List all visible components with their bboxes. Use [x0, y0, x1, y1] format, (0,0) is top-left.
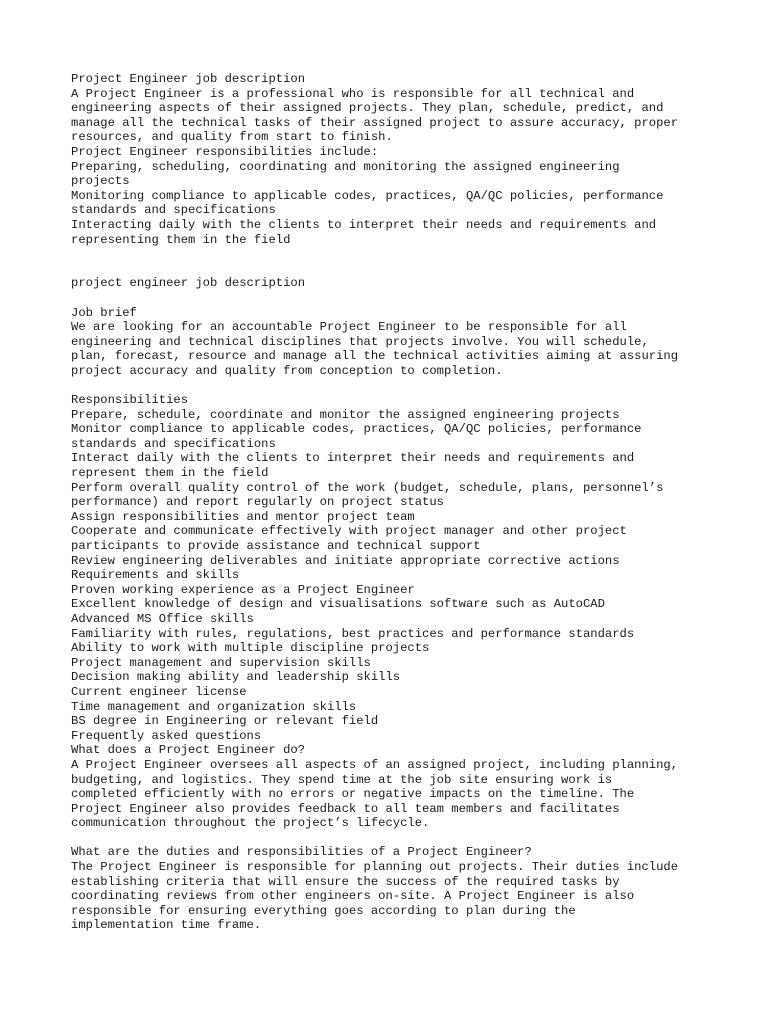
- text-line: coordinating reviews from other engineers on-site. A Project Engineer is also: [71, 889, 635, 904]
- text-line: manage all the technical tasks of their assigned project to assure accuracy, proper: [71, 115, 679, 130]
- text-line: implementation time frame.: [71, 918, 262, 933]
- text-line: responsible for ensuring everything goes according to plan during the: [71, 903, 576, 918]
- text-line: Current engineer license: [71, 684, 247, 699]
- text-line: plan, forecast, resource and manage all the technical activities aiming at assuring: [71, 349, 679, 364]
- text-line: Familiarity with rules, regulations, best practices and performance standards: [71, 626, 635, 641]
- text-line: Preparing, scheduling, coordinating and monitoring the assigned engineering: [71, 159, 620, 174]
- section-heading: Responsibilities: [71, 393, 189, 408]
- blank-line: [71, 291, 731, 306]
- text-line: budgeting, and logistics. They spend time at the job site ensuring work is: [71, 772, 613, 787]
- section-heading: Job brief: [71, 305, 137, 320]
- text-line: The Project Engineer is responsible for planning out projects. Their duties include: [71, 860, 679, 875]
- blank-line: [71, 262, 731, 277]
- text-line: Project Engineer responsibilities include:: [71, 144, 379, 159]
- text-line: Monitoring compliance to applicable codes, practices, QA/QC policies, performance: [71, 188, 664, 203]
- text-line: Decision making ability and leadership skills: [71, 670, 401, 685]
- text-line: projects: [71, 174, 130, 189]
- text-line: Interacting daily with the clients to interpret their needs and requirements and: [71, 217, 657, 232]
- text-line: A Project Engineer is a professional who is responsible for all technical and: [71, 86, 635, 101]
- text-line: resources, and quality from start to finish.: [71, 130, 393, 145]
- text-line: represent them in the field: [71, 466, 269, 481]
- text-line: A Project Engineer oversees all aspects of an assigned project, including planning,: [71, 757, 679, 772]
- text-line: standards and specifications: [71, 436, 276, 451]
- text-line: completed efficiently with no errors or negative impacts on the timeline. The: [71, 787, 635, 802]
- text-line: engineering and technical disciplines that projects involve. You will schedule,: [71, 334, 649, 349]
- section-heading: Frequently asked questions: [71, 728, 262, 743]
- responsibilities-section: [71, 393, 731, 831]
- blank-line: [71, 247, 731, 262]
- text-line: engineering aspects of their assigned projects. They plan, schedule, predict, and: [71, 101, 664, 116]
- blank-line: [71, 378, 731, 393]
- text-line: We are looking for an accountable Project Engineer to be responsible for all: [71, 320, 627, 335]
- duties-section: [71, 845, 731, 933]
- job-brief-section: [71, 306, 731, 379]
- text-line: performance) and report regularly on project status: [71, 495, 444, 510]
- text-line: project accuracy and quality from conception to completion.: [71, 363, 503, 378]
- text-line: Project Engineer also provides feedback to all team members and facilitates: [71, 801, 620, 816]
- section-heading: project engineer job description: [71, 276, 306, 291]
- text-line: participants to provide assistance and technical support: [71, 539, 481, 553]
- document-body: [71, 72, 731, 933]
- text-line: Advanced MS Office skills: [71, 611, 254, 626]
- text-line: BS degree in Engineering or relevant field: [71, 714, 379, 729]
- question-line: What does a Project Engineer do?: [71, 743, 306, 758]
- text-line: Cooperate and communicate effectively with project manager and other project: [71, 524, 627, 539]
- text-line: establishing criteria that will ensure the success of the required tasks by: [71, 874, 620, 889]
- text-line: Interact daily with the clients to interpret their needs and requirements and: [71, 451, 635, 466]
- text-line: communication throughout the project’s lifecycle.: [71, 816, 430, 831]
- section-heading: Requirements and skills: [71, 568, 240, 583]
- blank-line: [71, 831, 731, 846]
- text-line: Time management and organization skills: [71, 699, 357, 714]
- text-line: Perform overall quality control of the work (budget, schedule, plans, personnel’s: [71, 480, 664, 495]
- text-line: representing them in the field: [71, 232, 291, 247]
- text-line: Assign responsibilities and mentor project team: [71, 509, 415, 524]
- text-line: Review engineering deliverables and initiate appropriate corrective actions: [71, 553, 620, 568]
- text-line: Excellent knowledge of design and visualisations software such as AutoCAD: [71, 597, 605, 612]
- text-line: Ability to work with multiple discipline projects: [71, 641, 430, 656]
- question-line: What are the duties and responsibilities of a Project Engineer?: [71, 845, 532, 860]
- section-heading: Project Engineer job description: [71, 72, 306, 86]
- text-line: Project management and supervision skills: [71, 655, 371, 670]
- text-line: Monitor compliance to applicable codes, practices, QA/QC policies, performance: [71, 422, 642, 437]
- subtitle-section: [71, 276, 731, 291]
- text-line: standards and specifications: [71, 203, 276, 218]
- text-line: Proven working experience as a Project Engineer: [71, 582, 415, 597]
- text-line: Prepare, schedule, coordinate and monitor the assigned engineering projects: [71, 407, 620, 422]
- intro-section: [71, 72, 731, 247]
